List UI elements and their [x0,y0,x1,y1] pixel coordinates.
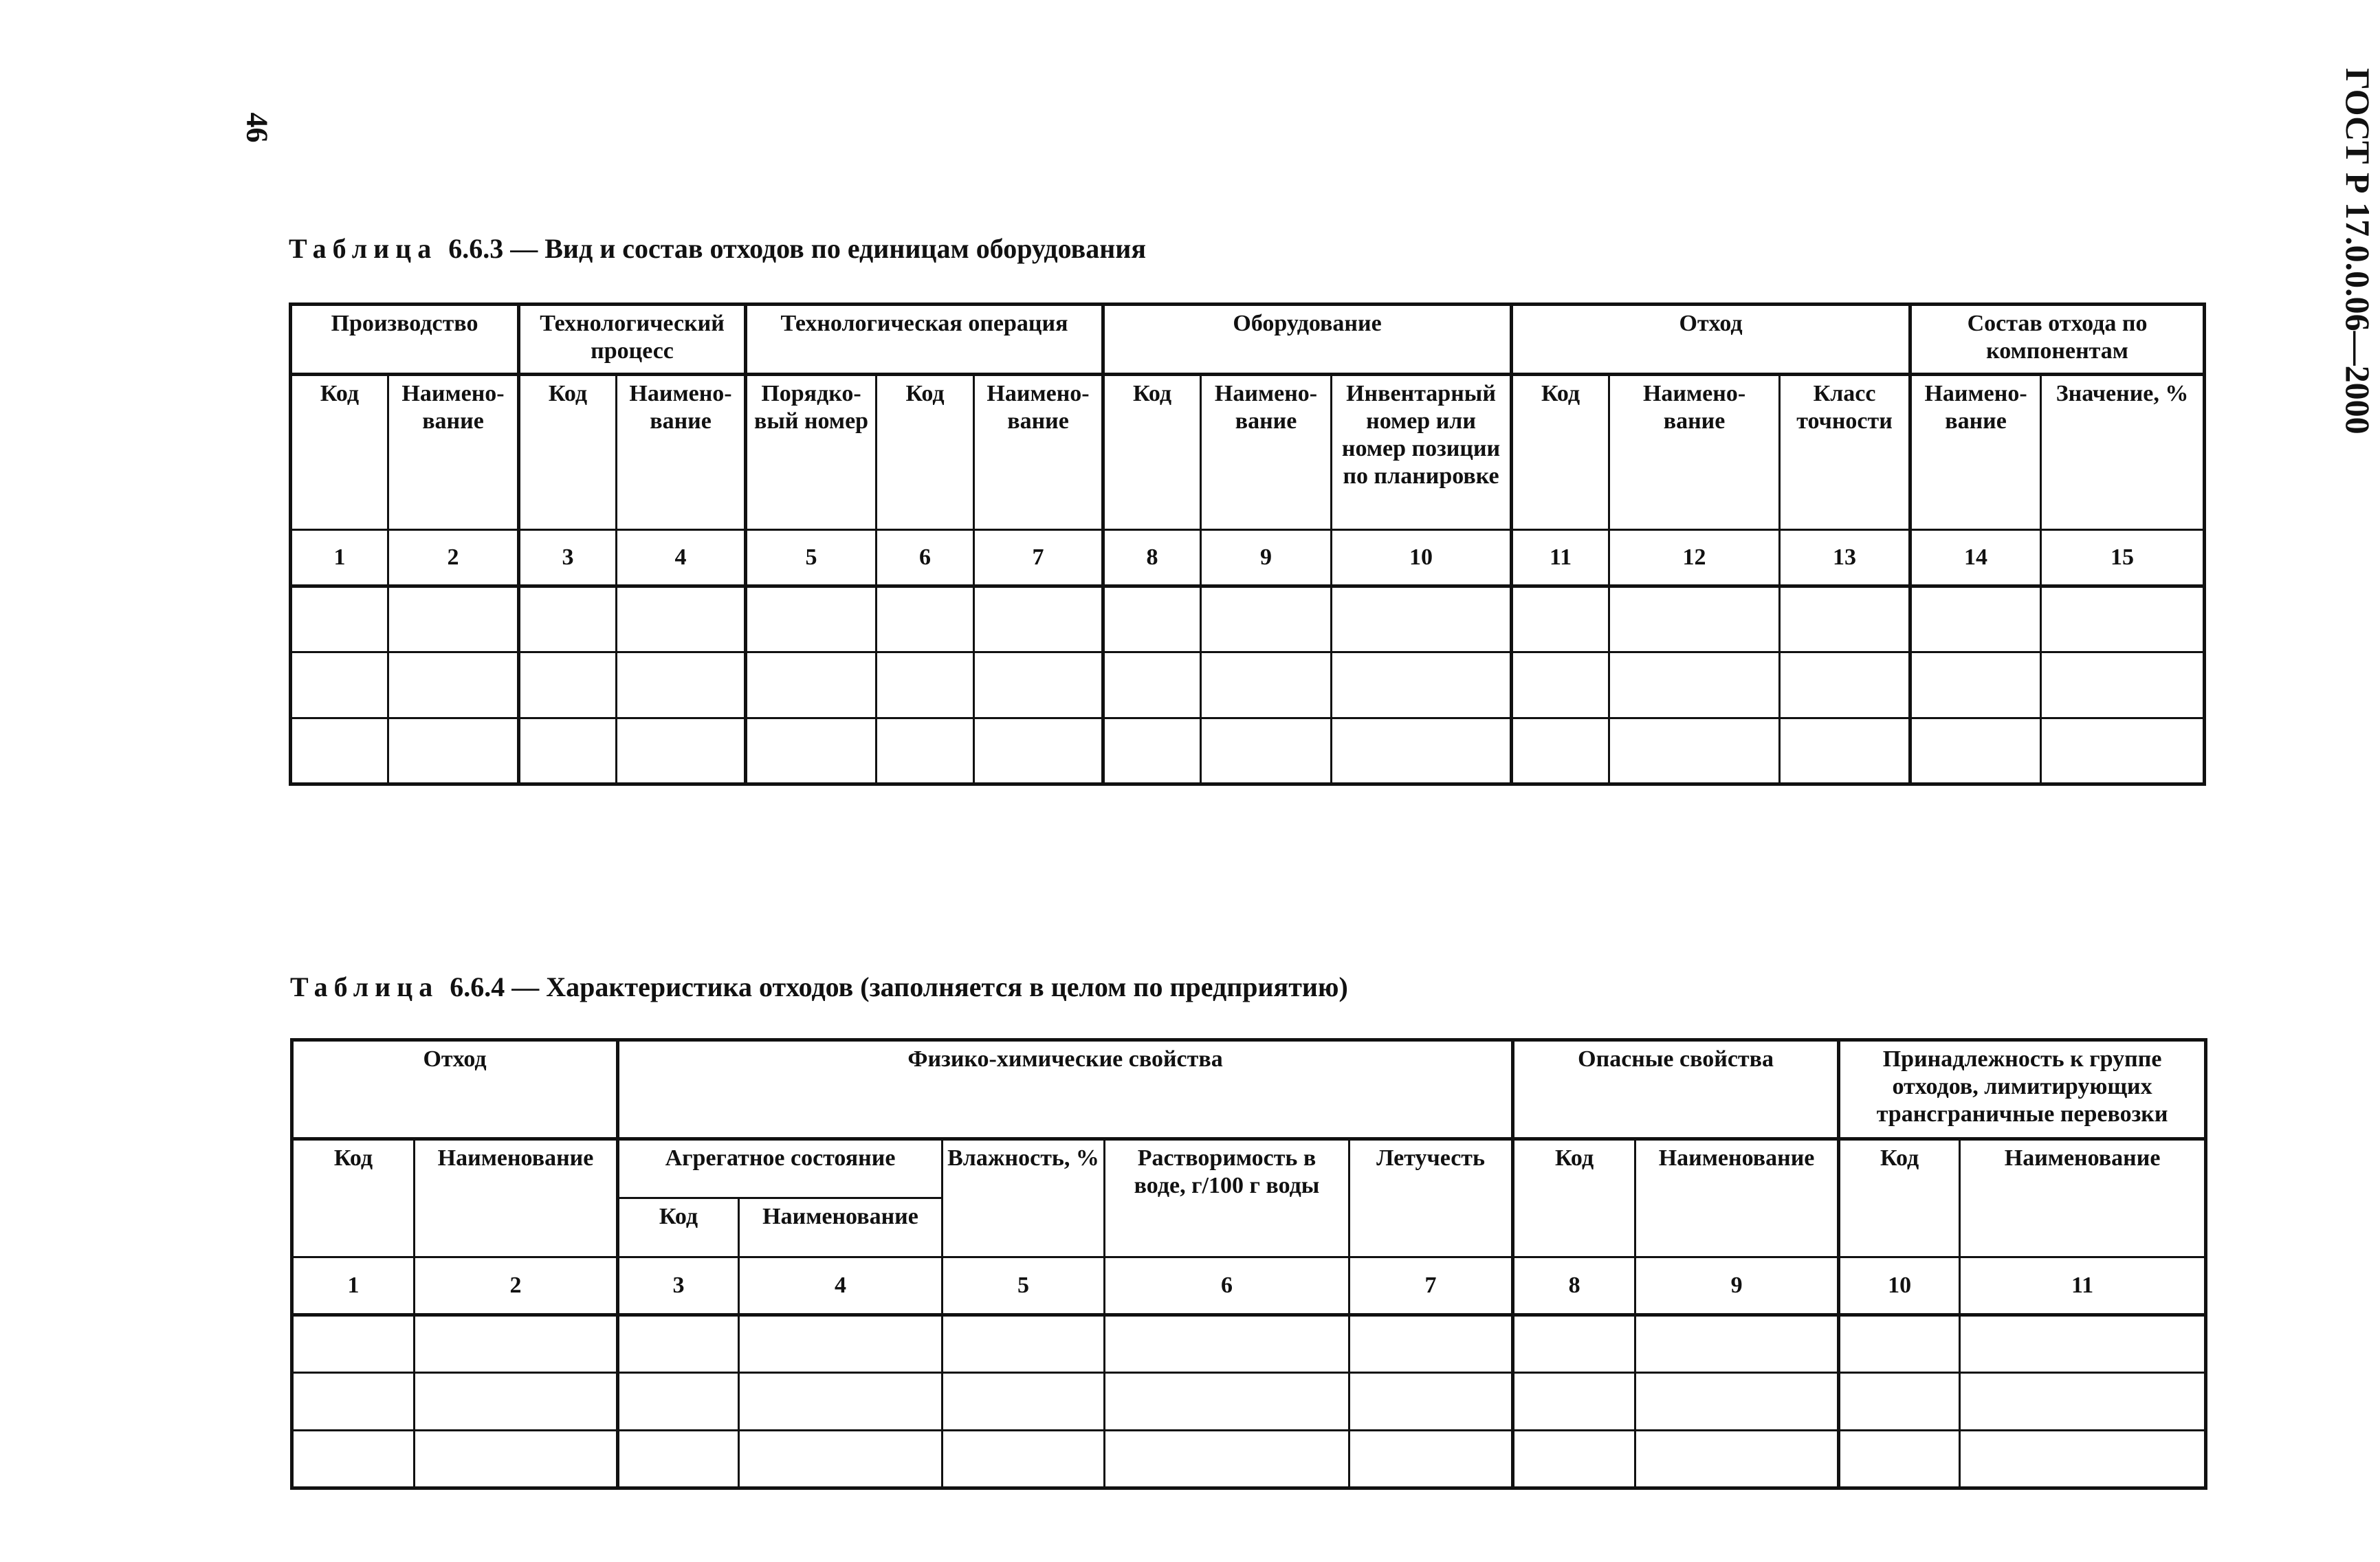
table2-num: 8 [1513,1257,1635,1315]
table2-group-hazard: Опасные свойства [1513,1040,1839,1139]
table2-col-group-name: Наименование [1960,1139,2206,1257]
empty-cell [1960,1373,2206,1431]
table-6-6-3 [289,302,2206,786]
empty-cell [746,586,877,652]
empty-cell [1609,652,1780,718]
empty-cell [1349,1315,1513,1373]
table1-num: 10 [1332,530,1512,586]
empty-cell [1201,652,1332,718]
table2-group-physchem: Физико-химические свойства [618,1040,1513,1139]
table1-col-4: Наимено-вание [617,375,746,530]
empty-cell [1910,586,2041,652]
empty-cell [1103,652,1201,718]
table2-col-group-code: Код [1839,1139,1960,1257]
empty-cell [1635,1431,1839,1488]
empty-cell [618,1315,739,1373]
empty-cell [1103,718,1201,784]
table1-empty-row [291,652,2205,718]
empty-cell [1105,1373,1349,1431]
empty-cell [1635,1373,1839,1431]
table2-empty-row [292,1373,2206,1431]
empty-cell [618,1373,739,1431]
empty-cell [1332,586,1512,652]
empty-cell [1349,1373,1513,1431]
empty-cell [1839,1315,1960,1373]
table2-group-row [292,1040,2206,1139]
table1-num: 6 [877,530,974,586]
table2-empty-row [292,1315,2206,1373]
table1-col-12: Наимено-вание [1609,375,1780,530]
table2-col-humidity: Влажность, % [943,1139,1105,1257]
empty-cell [2041,652,2205,718]
empty-cell [877,652,974,718]
empty-cell [2041,586,2205,652]
empty-cell [1609,718,1780,784]
table2-num: 6 [1105,1257,1349,1315]
table1-col-2: Наимено-вание [388,375,519,530]
table1-num: 5 [746,530,877,586]
empty-cell [2041,718,2205,784]
table1-group-equipment: Оборудование [1103,305,1512,375]
empty-cell [877,586,974,652]
empty-cell [1201,586,1332,652]
table2-num: 7 [1349,1257,1513,1315]
empty-cell [519,652,617,718]
table1-title [289,232,1146,265]
table1-col-13: Класс точности [1780,375,1910,530]
empty-cell [415,1431,618,1488]
empty-cell [291,718,388,784]
table1-num: 9 [1201,530,1332,586]
empty-cell [1103,586,1201,652]
table2-num: 1 [292,1257,415,1315]
empty-cell [292,1315,415,1373]
empty-cell [1635,1315,1839,1373]
table1-empty-row [291,718,2205,784]
empty-cell [292,1431,415,1488]
empty-cell [1960,1315,2206,1373]
table2-subcol-name: Наименование [739,1198,943,1257]
table1-col-5: Порядко-вый номер [746,375,877,530]
empty-cell [877,718,974,784]
empty-cell [1332,718,1512,784]
table2-num: 11 [1960,1257,2206,1315]
empty-cell [1780,718,1910,784]
table1-num: 2 [388,530,519,586]
empty-cell [618,1431,739,1488]
table1-num: 1 [291,530,388,586]
empty-cell [1780,652,1910,718]
table2-col-solubility: Растворимость в воде, г/100 г воды [1105,1139,1349,1257]
table1-num: 14 [1910,530,2041,586]
empty-cell [746,718,877,784]
table1-col-14: Наимено-вание [1910,375,2041,530]
table1-group-row [291,305,2205,375]
empty-cell [415,1373,618,1431]
empty-cell [739,1373,943,1431]
empty-cell [974,652,1103,718]
empty-cell [415,1315,618,1373]
empty-cell [739,1431,943,1488]
empty-cell [943,1373,1105,1431]
table1-num: 11 [1512,530,1609,586]
empty-cell [519,586,617,652]
empty-cell [1780,586,1910,652]
table1-caption: 6.6.3 — Вид и состав отходов по единицам оборудования [448,233,1146,264]
table1-col-9: Наимено-вание [1201,375,1332,530]
table1-num: 13 [1780,530,1910,586]
empty-cell [388,718,519,784]
table1-num: 8 [1103,530,1201,586]
table2-col-name: Наименование [415,1139,618,1257]
empty-cell [974,586,1103,652]
table2-num: 5 [943,1257,1105,1315]
table1-col-11: Код [1512,375,1609,530]
empty-cell [1839,1373,1960,1431]
empty-cell [1609,586,1780,652]
table2-number-row [292,1257,2206,1315]
empty-cell [1960,1431,2206,1488]
empty-cell [388,586,519,652]
empty-cell [617,586,746,652]
table1-col-6: Код [877,375,974,530]
table2-group-transboundary: Принадлежность к группе отходов, лимитирующих трансграничные перевозки [1839,1040,2206,1139]
empty-cell [292,1373,415,1431]
empty-cell [746,652,877,718]
empty-cell [1201,718,1332,784]
table1-empty-row [291,586,2205,652]
empty-cell [1910,652,2041,718]
table2-num: 4 [739,1257,943,1315]
table2-col-hazard-name: Наименование [1635,1139,1839,1257]
table1-group-waste: Отход [1512,305,1910,375]
empty-cell [291,586,388,652]
page-number: 46 [240,112,274,143]
table2-caption: 6.6.4 — Характеристика отходов (заполняется в целом по предприятию) [450,971,1348,1002]
empty-cell [943,1315,1105,1373]
table2-column-row [292,1139,2206,1198]
empty-cell [291,652,388,718]
table1-num: 12 [1609,530,1780,586]
empty-cell [1839,1431,1960,1488]
empty-cell [974,718,1103,784]
table1-num: 15 [2041,530,2205,586]
empty-cell [1512,652,1609,718]
table1-number-row [291,530,2205,586]
empty-cell [1349,1431,1513,1488]
empty-cell [1512,718,1609,784]
table2-group-waste: Отход [292,1040,618,1139]
table2-col-aggregate-state: Агрегатное состояние [618,1139,943,1198]
table1-num: 7 [974,530,1103,586]
table2-num: 2 [415,1257,618,1315]
table1-num: 3 [519,530,617,586]
empty-cell [943,1431,1105,1488]
empty-cell [1332,652,1512,718]
table1-col-15: Значение, % [2041,375,2205,530]
empty-cell [1513,1431,1635,1488]
table1-col-10: Инвентарный номер или номер позиции по планировке [1332,375,1512,530]
empty-cell [388,652,519,718]
table2-subcol-code: Код [618,1198,739,1257]
empty-cell [1105,1431,1349,1488]
table2-col-volatility: Летучесть [1349,1139,1513,1257]
table1-column-row [291,375,2205,530]
empty-cell [1512,586,1609,652]
table2-label: Таблица [290,971,439,1002]
empty-cell [617,652,746,718]
table1-num: 4 [617,530,746,586]
table2-title [290,971,1348,1003]
empty-cell [1105,1315,1349,1373]
table1-group-operation: Технологическая операция [746,305,1103,375]
empty-cell [1513,1315,1635,1373]
empty-cell [1910,718,2041,784]
empty-cell [1513,1373,1635,1431]
table1-col-3: Код [519,375,617,530]
empty-cell [519,718,617,784]
table1-group-composition: Состав отхода по компонентам [1910,305,2205,375]
table1-label: Таблица [289,233,438,264]
table2-num: 9 [1635,1257,1839,1315]
table2-col-code: Код [292,1139,415,1257]
table1-col-1: Код [291,375,388,530]
table1-group-process: Технологический процесс [519,305,746,375]
empty-cell [739,1315,943,1373]
table-6-6-4 [290,1038,2207,1490]
table1-col-7: Наимено-вание [974,375,1103,530]
table2-num: 3 [618,1257,739,1315]
table2-empty-row [292,1431,2206,1488]
table1-group-production: Производство [291,305,519,375]
empty-cell [617,718,746,784]
table1-col-8: Код [1103,375,1201,530]
standard-code: ГОСТ Р 17.0.0.06—2000 [2339,68,2377,434]
table2-col-hazard-code: Код [1513,1139,1635,1257]
table2-num: 10 [1839,1257,1960,1315]
